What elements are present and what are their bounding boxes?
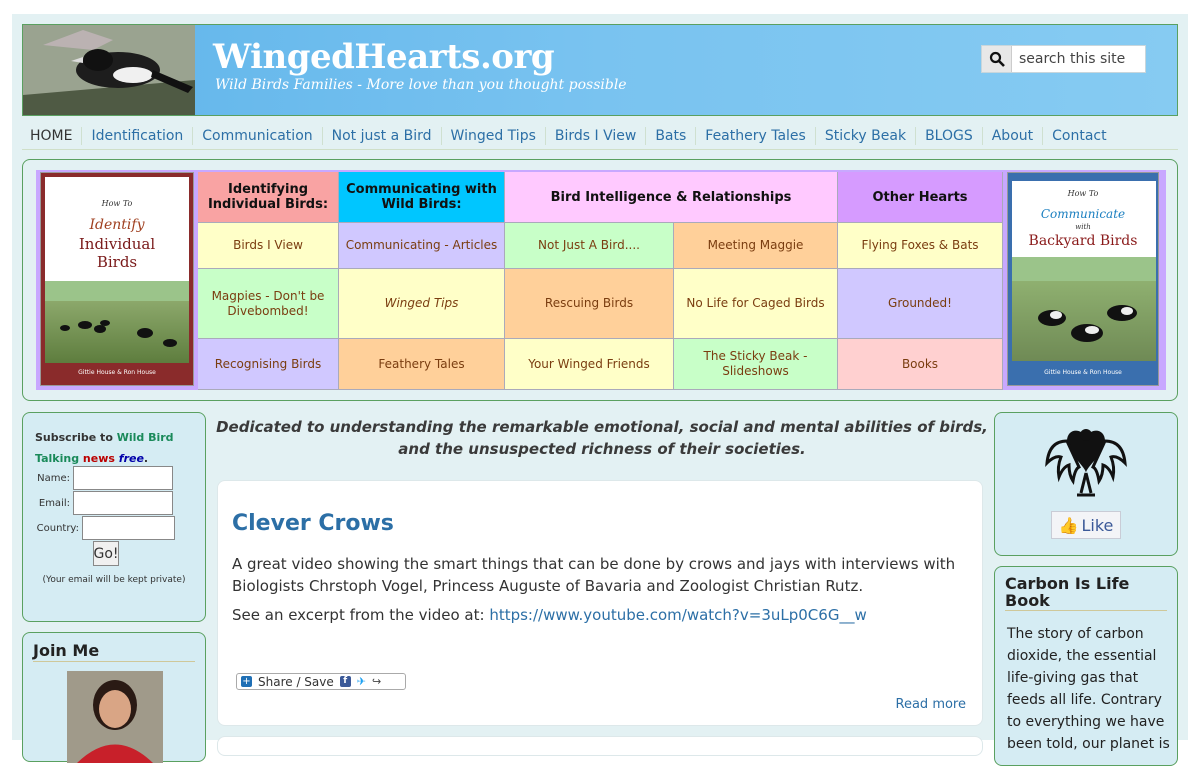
next-article-card [217, 736, 983, 756]
menu-header-communicating: Communicating with Wild Birds: [339, 172, 505, 223]
logo-like-box [994, 412, 1178, 556]
carbon-book-box [994, 566, 1178, 766]
menu-recognising-birds[interactable]: Recognising Birds [198, 339, 339, 390]
menu-feathery-tales[interactable]: Feathery Tales [339, 339, 505, 390]
menu-no-life-caged-birds[interactable]: No Life for Caged Birds [674, 269, 838, 339]
nav-contact[interactable]: Contact [1052, 127, 1107, 144]
menu-winged-tips[interactable]: Winged Tips [339, 269, 505, 339]
search-box[interactable] [981, 45, 1146, 73]
email-row [27, 491, 173, 515]
menu-not-just-a-bird[interactable]: Not Just A Bird.... [505, 223, 674, 269]
menu-meeting-maggie[interactable]: Meeting Maggie [674, 223, 838, 269]
join-me-box [22, 632, 206, 762]
book-right-line3: with [1075, 223, 1091, 231]
book-left-authors: Gittie House & Ron House [78, 369, 156, 376]
book-left-line2: Identify [89, 217, 145, 233]
book-right-authors: Gittie House & Ron House [1044, 369, 1122, 376]
menu-communicating-articles[interactable]: Communicating - Articles [339, 223, 505, 269]
site-title[interactable]: WingedHearts.org [213, 37, 555, 77]
menu-books[interactable]: Books [838, 339, 1003, 390]
book-right-line2: Communicate [1040, 207, 1126, 221]
share-plus-icon: + [242, 676, 251, 687]
nav-blogs[interactable]: BLOGS [916, 127, 983, 145]
menu-rescuing-birds[interactable]: Rescuing Birds [505, 269, 674, 339]
article-link-paragraph [232, 604, 972, 626]
book-left-line4: Birds [96, 253, 138, 271]
winged-heart-logo-icon [1045, 427, 1127, 501]
share-save-label: Share / Save [258, 674, 334, 689]
subscribe-newsletter-name: Wild Bird Talking [35, 431, 174, 465]
subscribe-go-button[interactable]: Go! [93, 541, 119, 566]
site-header [22, 24, 1178, 116]
menu-header-intelligence: Bird Intelligence & Relationships [505, 172, 838, 223]
facebook-icon[interactable]: f [340, 676, 351, 687]
nav-birds-i-view[interactable]: Birds I View [546, 127, 646, 145]
country-field[interactable] [82, 516, 175, 540]
book-right-line4: Backyard Birds [1028, 233, 1138, 249]
nav-not-just-a-bird[interactable]: Not just a Bird [323, 127, 442, 145]
name-field[interactable] [73, 466, 173, 490]
email-label: Email: [38, 497, 70, 509]
nav-home[interactable]: HOME [22, 127, 82, 145]
subscribe-title: Subscribe to Wild Bird Talking news free. [35, 431, 174, 465]
join-me-title: Join Me [33, 641, 195, 662]
nav-identification[interactable]: Identification [82, 127, 193, 145]
author-photo [67, 671, 163, 763]
menu-sticky-beak-slideshows[interactable]: The Sticky Beak - Slideshows [674, 339, 838, 390]
subscribe-news-word: news [82, 452, 115, 465]
menu-birds-i-view[interactable]: Birds I View [198, 223, 339, 269]
country-row [35, 516, 175, 540]
page [12, 14, 1188, 752]
tagline-line2: and the unsuspected richness of their societies. [398, 440, 806, 458]
article-title[interactable]: Clever Crows [232, 511, 394, 536]
site-tagline [212, 416, 992, 460]
facebook-like-button[interactable] [1051, 511, 1121, 539]
share-save-button[interactable] [236, 673, 406, 690]
main-nav [22, 122, 1178, 150]
nav-about[interactable]: About [983, 127, 1043, 145]
article-paragraph: A great video showing the smart things that can be done by crows and jays with interviews with Biologists Chrstoph Vogel, Princess Auguste of Bavaria and Zoologist Christian Rutz. [232, 555, 956, 595]
book-left-line1: How To [101, 199, 133, 208]
article-link-prefix: See an excerpt from the video at: [232, 606, 490, 624]
youtube-link[interactable]: https://www.youtube.com/watch?v=3uLp0C6G__w [489, 606, 867, 624]
thumbs-up-icon: 👍 [1058, 515, 1079, 535]
twitter-icon[interactable]: ✈ [356, 675, 366, 688]
article-card [217, 480, 983, 726]
email-field[interactable] [73, 491, 173, 515]
menu-magpies[interactable]: Magpies - Don't be Divebombed! [198, 269, 339, 339]
header-bird-photo [23, 25, 195, 115]
read-more-link[interactable]: Read more [895, 697, 966, 712]
search-input[interactable]: search this site [1019, 51, 1126, 67]
menu-header-identifying: Identifying Individual Birds: [198, 172, 339, 223]
subscribe-box [22, 412, 206, 622]
nav-communication[interactable]: Communication [193, 127, 322, 145]
book-left-line3: Individual [78, 235, 156, 253]
tagline-line1: Dedicated to understanding the remarkable emotional, social and mental abilities of birds, [216, 418, 988, 436]
article-body [232, 553, 972, 633]
nav-sticky-beak[interactable]: Sticky Beak [816, 127, 916, 145]
menu-your-winged-friends[interactable]: Your Winged Friends [505, 339, 674, 390]
menu-grounded[interactable]: Grounded! [838, 269, 1003, 339]
name-label: Name: [37, 472, 70, 484]
nav-feathery-tales[interactable]: Feathery Tales [696, 127, 816, 145]
site-slogan: Wild Birds Families - More love than you thought possible [215, 77, 627, 93]
nav-winged-tips[interactable]: Winged Tips [442, 127, 546, 145]
menu-flying-foxes-bats[interactable]: Flying Foxes & Bats [838, 223, 1003, 269]
carbon-book-title[interactable]: Carbon Is Life Book [1005, 575, 1167, 611]
search-icon[interactable] [982, 46, 1012, 72]
topics-grid [36, 170, 1166, 390]
book-communicate-birds[interactable] [1007, 172, 1159, 386]
like-label: Like [1081, 515, 1114, 535]
book-right-line1: How To [1067, 189, 1099, 198]
country-label: Country: [36, 522, 79, 534]
topics-menu [22, 159, 1178, 401]
book-identify-birds[interactable] [40, 172, 194, 386]
subscribe-free-word: free [118, 452, 144, 465]
menu-header-other-hearts: Other Hearts [838, 172, 1003, 223]
forward-share-icon[interactable]: ↪ [371, 675, 382, 688]
privacy-note: (Your email will be kept private) [42, 575, 186, 585]
nav-bats[interactable]: Bats [646, 127, 696, 145]
name-row [27, 466, 173, 490]
subscribe-text: Subscribe to [35, 431, 117, 444]
carbon-book-description: The story of carbon dioxide, the essential life-giving gas that feeds all life. Contrary to everything we have been told, our planet is [1007, 626, 1170, 752]
